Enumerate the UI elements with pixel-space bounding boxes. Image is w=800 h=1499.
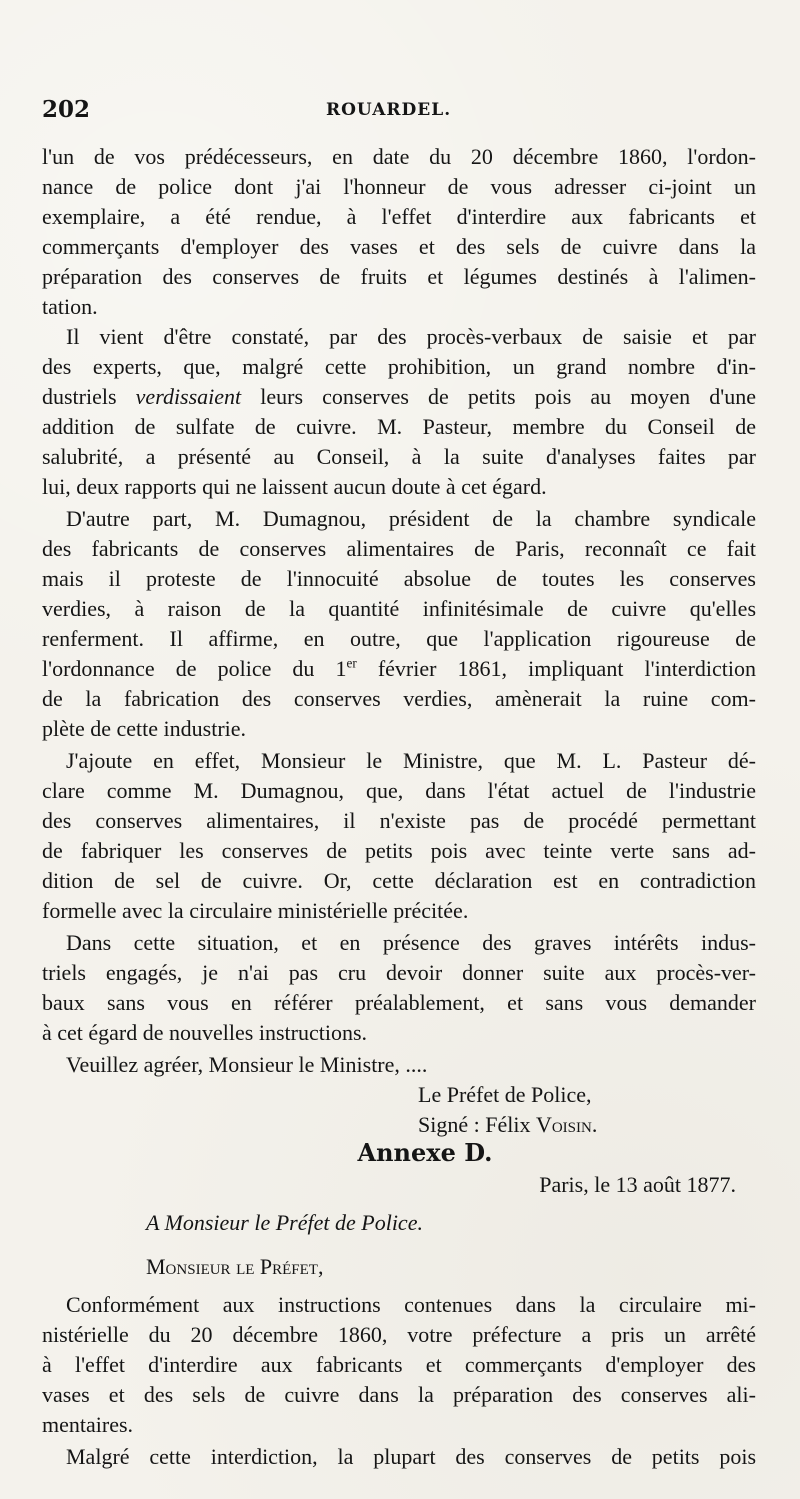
annex-salutation: Monsieur le Préfet,	[146, 1254, 324, 1279]
body-line: Il vient d'être constaté, par des procès-verbaux de saisie et par	[66, 324, 756, 349]
signature-title: Le Préfet de Police,	[418, 1082, 592, 1107]
body-line: triels engagés, je n'ai pas cru devoir donner suite aux procès-ver-	[42, 960, 756, 985]
running-head: ROUARDEL.	[326, 100, 452, 120]
annex-title: Annexe D.	[357, 1138, 493, 1167]
body-line: des fabricants de conserves alimentaires de Paris, reconnaît ce fait	[42, 536, 756, 561]
text-span: dustriels	[42, 384, 136, 409]
signature-name-prefix: Signé : Félix	[418, 1112, 536, 1137]
body-line: à cet égard de nouvelles instructions.	[42, 1020, 368, 1045]
body-line: dition de sel de cuivre. Or, cette déclaration est en contradiction	[42, 868, 756, 893]
body-line: lui, deux rapports qui ne laissent aucun doute à cet égard.	[42, 474, 547, 499]
page-number: 202	[42, 96, 91, 123]
body-line: renferment. Il affirme, en outre, que l'application rigoureuse de	[42, 626, 756, 651]
italic-text-span: verdissaient	[135, 384, 242, 409]
body-line: nance de police dont j'ai l'honneur de vous adresser ci-joint un	[42, 174, 756, 199]
body-line: de la fabrication des conserves verdies, amènerait la ruine com-	[42, 686, 756, 711]
body-line: D'autre part, M. Dumagnou, président de la chambre syndicale	[66, 506, 756, 531]
body-line: verdies, à raison de la quantité infinitésimale de cuivre qu'elles	[42, 596, 756, 621]
annex-body-line: Conformément aux instructions contenues dans la circulaire mi-	[66, 1292, 756, 1317]
closing-line: Veuillez agréer, Monsieur le Ministre, ....	[66, 1052, 428, 1077]
body-line: baux sans vous en référer préalablement, et sans vous demander	[42, 990, 756, 1015]
annex-body-line: Malgré cette interdiction, la plupart des conserves de petits pois	[66, 1444, 756, 1469]
body-line-with-superscript	[42, 654, 756, 684]
body-line: préparation des conserves de fruits et légumes destinés à l'alimen-	[42, 264, 756, 289]
annex-body-line: mentaires.	[42, 1412, 134, 1437]
body-line: salubrité, a présenté au Conseil, à la suite d'analyses faites par	[42, 444, 756, 469]
body-line: tation.	[42, 294, 98, 319]
body-line: de fabriquer les conserves de petits pois avec teinte verte sans ad-	[42, 838, 756, 863]
signature-name-line	[418, 1110, 756, 1140]
body-line: exemplaire, a été rendue, à l'effet d'interdire aux fabricants et	[42, 204, 756, 229]
superscript-span: er	[346, 655, 357, 671]
body-line: plète de cette industrie.	[42, 716, 247, 741]
body-line: l'un de vos prédécesseurs, en date du 20 décembre 1860, l'ordon-	[42, 144, 756, 169]
body-line: formelle avec la circulaire ministérielle précitée.	[42, 898, 469, 923]
body-line: addition de sulfate de cuivre. M. Pasteur, membre du Conseil de	[42, 414, 756, 439]
text-span: février 1861, impliquant l'interdiction	[356, 656, 756, 681]
body-line: des experts, que, malgré cette prohibition, un grand nombre d'in-	[42, 354, 756, 379]
body-line: commerçants d'employer des vases et des sels de cuivre dans la	[42, 234, 756, 259]
body-line: des conserves alimentaires, il n'existe pas de procédé permettant	[42, 808, 756, 833]
body-line-with-italic	[42, 382, 756, 412]
annex-address: A Monsieur le Préfet de Police.	[146, 1210, 423, 1235]
body-line: Dans cette situation, et en présence des graves intérêts indus-	[66, 930, 756, 955]
body-line: mais il proteste de l'innocuité absolue de toutes les conserves	[42, 566, 756, 591]
body-line: J'ajoute en effet, Monsieur le Ministre, que M. L. Pasteur dé-	[66, 748, 756, 773]
text-span: l'ordonnance de police du 1	[42, 656, 347, 681]
annex-body-line: à l'effet d'interdire aux fabricants et commerçants d'employer des	[42, 1352, 756, 1377]
annex-body-line: vases et des sels de cuivre dans la préparation des conserves ali-	[42, 1382, 756, 1407]
body-line: clare comme M. Dumagnou, que, dans l'état actuel de l'industrie	[42, 778, 756, 803]
page-header	[42, 96, 756, 130]
annex-body-line: nistérielle du 20 décembre 1860, votre préfecture a pris un arrêté	[42, 1322, 756, 1347]
text-span: leurs conserves de petits pois au moyen d'une	[241, 384, 756, 409]
annex-date: Paris, le 13 août 1877.	[539, 1172, 736, 1197]
signature-name-smallcaps: Voisin.	[535, 1112, 598, 1137]
